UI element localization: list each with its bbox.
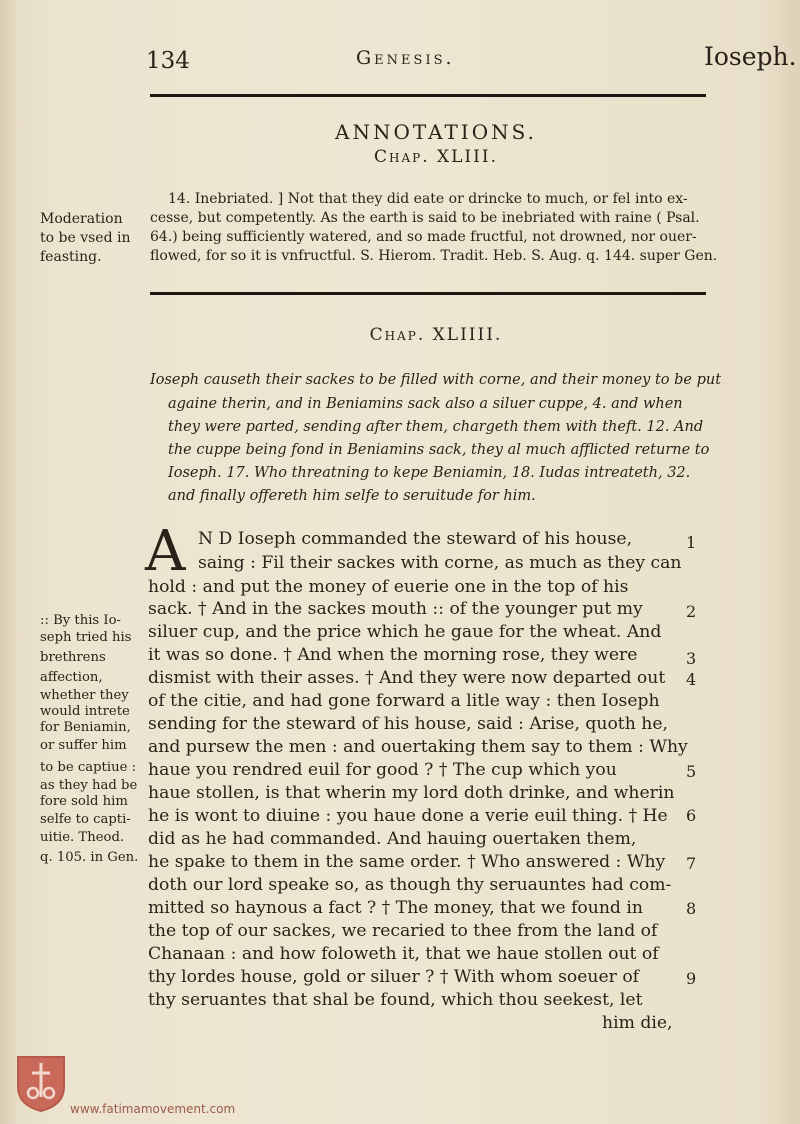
chapter-summary-line: they were parted, sending after them, chargeth them with theft. 12. And [168,419,704,435]
body-line: thy seruantes that shal be found, which thou seekest, let [148,990,643,1010]
chapter-summary-line: Ioseph causeth their sackes to be filled with corne, and their money to be put [150,372,722,388]
margin-note-line: as they had be [40,778,138,793]
body-line: sending for the steward of his house, said : Arise, quoth he, [148,714,668,734]
margin-note-line: q. 105. in Gen. [40,850,139,865]
margin-note-line: selfe to capti- [40,812,131,827]
body-line: the top of our sackes, we recaried to thee from the land of [148,921,658,941]
annotations-heading: ANNOTATIONS. [335,120,537,144]
body-line: mitted so haynous a fact ? † The money, that we found in [148,898,643,918]
verse-number: 7 [686,854,697,873]
annotation-margin-note-0: Moderation [40,211,123,227]
body-line: doth our lord speake so, as though thy seruauntes had com- [148,875,672,895]
verse-number: 3 [686,649,697,668]
body-line: it was so done. † And when the morning rose, they were [148,645,638,665]
margin-note-line: whether they [40,688,129,703]
book-title: Genesis. [356,47,455,69]
body-line: haue you rendred euil for good ? † The cup which you [148,760,617,780]
body-line: sack. † And in the sackes mouth :: of the younger put my [148,599,643,619]
page-number: 134 [146,48,190,74]
chapter-summary-line: the cuppe being fond in Beniamins sack, they al much afflicted returne to [168,442,710,458]
annotation-margin-note-2: feasting. [40,249,102,265]
annotation-line: cesse, but competently. As the earth is said to be inebriated with raine ( Psal. [150,210,700,226]
verse-number: 9 [686,969,697,988]
body-line: hold : and put the money of euerie one in the top of his [148,577,629,597]
footer-url[interactable]: www.fatimamovement.com [70,1102,236,1116]
body-line: siluer cup, and the price which he gaue for the wheat. And [148,622,662,642]
verse-number: 6 [686,806,697,825]
drop-cap: A [145,519,186,584]
body-line: haue stollen, is that wherin my lord doth drinke, and wherin [148,783,675,803]
body-line: he spake to them in the same order. † Who answered : Why [148,852,666,872]
papal-seal-icon [14,1053,68,1113]
body-line: and pursew the men : and ouertaking them say to them : Why [148,737,688,757]
margin-note-line: for Beniamin, [40,720,131,735]
annotation-line: flowed, for so it is vnfructful. S. Hierom. Tradit. Heb. S. Aug. q. 144. super Gen. [150,248,718,264]
chapter-summary-line: and finally offereth him selfe to seruitude for him. [168,488,536,504]
body-line: N D Ioseph commanded the steward of his house, [198,529,633,549]
margin-note-line: uitie. Theod. [40,830,125,845]
verse-number: 4 [686,670,697,689]
body-line: he is wont to diuine : you haue done a verie euil thing. † He [148,806,668,826]
chapter-summary-line: againe therin, and in Beniamins sack also a siluer cuppe, 4. and when [168,396,683,412]
header-rule [150,94,706,97]
verse-number: 2 [686,602,697,621]
annotations-chapter: Chap. XLIII. [374,147,498,167]
running-title: Ioseph. [704,42,797,71]
chapter-summary-line: Ioseph. 17. Who threatning to kepe Beniamin, 18. Iudas intreateth, 32. [168,465,691,481]
annotation-line: 14. Inebriated. ] Not that they did eate or drincke to much, or fel into ex- [168,191,688,207]
catchword: him die, [602,1013,673,1033]
margin-note-line: brethrens [40,650,106,665]
body-line: dismist with their asses. † And they were now departed out [148,668,666,688]
margin-note-line: affection, [40,670,103,685]
chapter-title: Chap. XLIIII. [369,325,503,345]
body-line: Chanaan : and how foloweth it, that we haue stollen out of [148,944,659,964]
margin-note-line: :: By this Io- [40,613,121,628]
annotation-margin-note-1: to be vsed in [40,230,131,246]
annotation-line: 64.) being sufficiently watered, and so made fructful, not drowned, nor ouer- [150,229,697,245]
verse-number: 5 [686,762,697,781]
verse-number: 8 [686,899,697,918]
section-rule [150,292,706,295]
verse-number: 1 [686,533,697,552]
margin-note-line: or suffer him [40,738,127,753]
margin-note-line: to be captiue : [40,760,137,775]
body-line: thy lordes house, gold or siluer ? † With whom soeuer of [148,967,640,987]
margin-note-line: fore sold him [40,794,128,809]
body-line: did as he had commanded. And hauing ouertaken them, [148,829,637,849]
margin-note-line: seph tried his [40,630,132,645]
body-line: saing : Fil their sackes with corne, as much as they can [198,553,682,573]
margin-note-line: would intrete [40,704,130,719]
body-line: of the citie, and had gone forward a litle way : then Ioseph [148,691,660,711]
